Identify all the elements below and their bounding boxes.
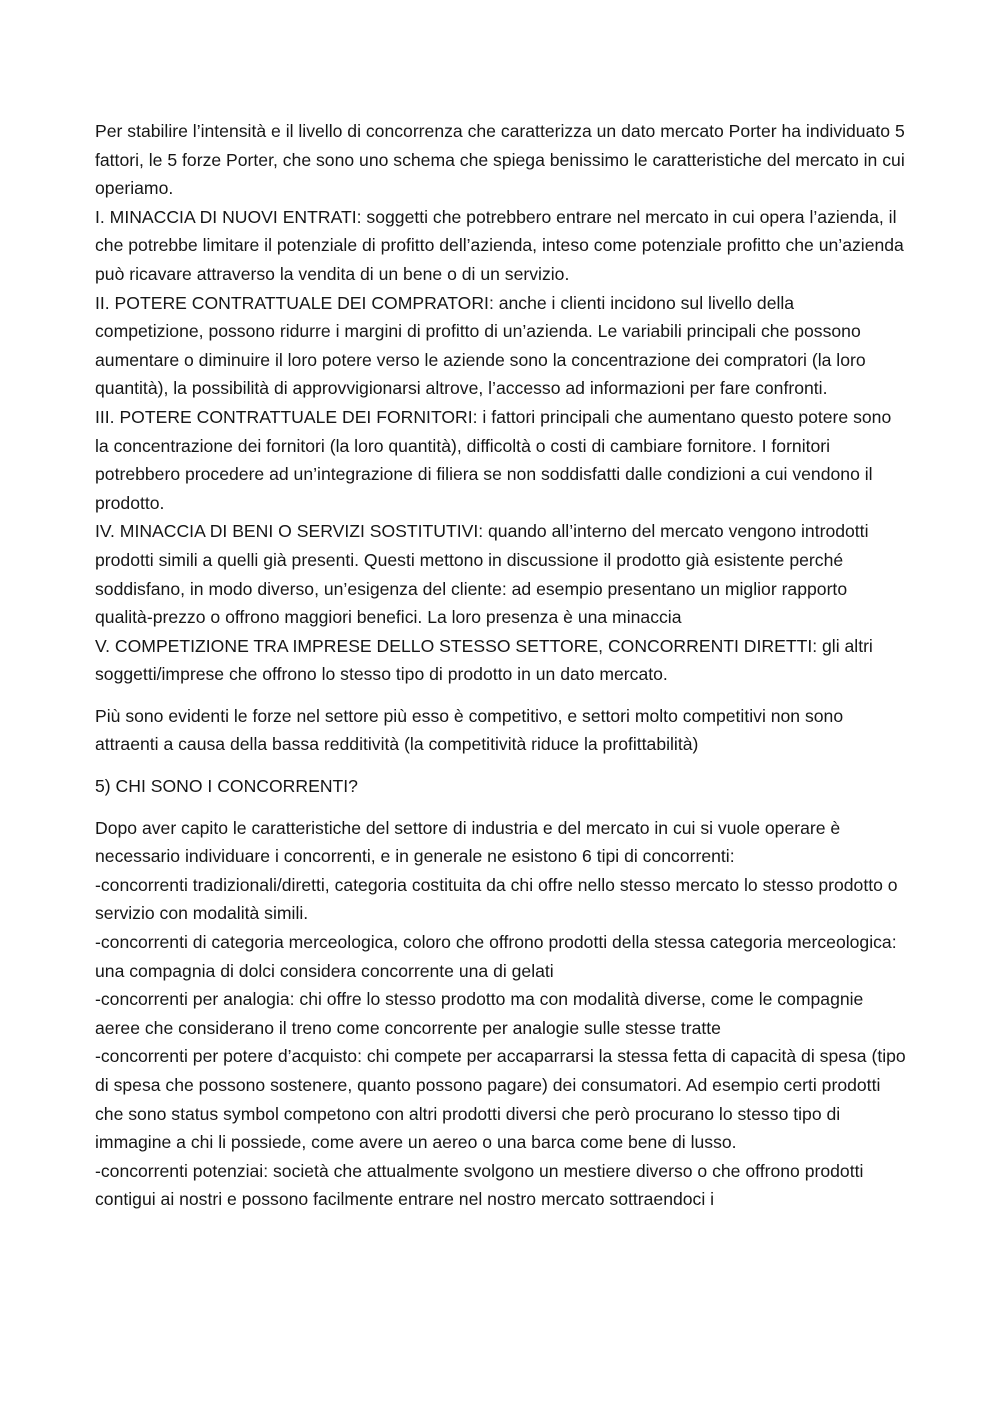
porter-intro-paragraph: Per stabilire l’intensità e il livello di concorrenza che caratterizza un dato mercato Porter ha individuato 5 fattori, le 5 forze Porter, che sono uno schema che spiega benissimo le caratteristiche del mercato in cui operiamo. bbox=[95, 121, 905, 199]
competitors-heading-section bbox=[95, 772, 907, 801]
list-item: -concorrenti per potere d’acquisto: chi compete per accaparrarsi la stessa fetta di capacità di spesa (tipo di spesa che possono sostenere, quanto possono pagare) dei consumatori. Ad esempio certi prodotti che sono status symbol competono con altri prodotti diversi che però procurano lo stesso tipo di immagine a chi li possiede, come avere un aereo o una barca come bene di lusso. bbox=[95, 1046, 906, 1153]
list-item: -concorrenti per analogia: chi offre lo stesso prodotto ma con modalità diverse, come le compagnie aeree che considerano il treno come concorrente per analogie sulle stesse tratte bbox=[95, 989, 864, 1038]
competitiveness-summary-paragraph: Più sono evidenti le forze nel settore più esso è competitivo, e settori molto competitivi non sono attraenti a causa della bassa redditività (la competitività riduce la profittabilità) bbox=[95, 705, 844, 755]
list-item: -concorrenti di categoria merceologica, coloro che offrono prodotti della stessa categoria merceologica: una compagnia di dolci considera concorrente una di gelati bbox=[95, 932, 897, 981]
section-heading: 5) CHI SONO I CONCORRENTI? bbox=[95, 776, 358, 797]
competitors-intro-paragraph: Dopo aver capito le caratteristiche del settore di industria e del mercato in cui si vuole operare è necessario individuare i concorrenti, e in generale ne esistono 6 tipi di concorrenti: bbox=[95, 817, 841, 867]
list-item: -concorrenti potenziai: società che attualmente svolgono un mestiere diverso o che offrono prodotti contigui ai nostri e possono facilmente entrare nel nostro mercato sottraendoci i bbox=[95, 1160, 864, 1210]
competitor-types-section bbox=[95, 814, 907, 1214]
document-body bbox=[95, 117, 907, 1214]
porter-forces-section bbox=[95, 117, 907, 689]
force-new-entrants: I. MINACCIA DI NUOVI ENTRATI: soggetti che potrebbero entrare nel mercato in cui opera l’azienda, il che potrebbe limitare il potenziale di profitto dell’azienda, inteso come potenziale profitto che un’azienda può ricavare attraverso la vendita di un bene o di un servizio. bbox=[95, 206, 904, 284]
force-rivalry: V. COMPETIZIONE TRA IMPRESE DELLO STESSO SETTORE, CONCORRENTI DIRETTI: gli altri soggetti/imprese che offrono lo stesso tipo di prodotto in un dato mercato. bbox=[95, 635, 873, 685]
force-substitutes: IV. MINACCIA DI BENI O SERVIZI SOSTITUTIVI: quando all’interno del mercato vengono introdotti prodotti simili a quelli già presenti. Questi mettono in discussione il prodotto già esistente perché soddisfano, in modo diverso, un’esigenza del cliente: ad esempio presentano un miglior rapporto qualità-prezzo o offrono maggiori benefici. La loro presenza è una minaccia bbox=[95, 521, 869, 628]
competitiveness-summary-section bbox=[95, 702, 907, 759]
force-buyer-power: II. POTERE CONTRATTUALE DEI COMPRATORI: anche i clienti incidono sul livello della competizione, possono ridurre i margini di profitto di un’azienda. Le variabili principali che possono aumentare o diminuire il loro potere verso le aziende sono la concentrazione dei compratori (la loro quantità), la possibilità di approvvigionarsi altrove, l’accesso ad informazioni per fare confronti. bbox=[95, 292, 866, 399]
list-item: -concorrenti tradizionali/diretti, categoria costituita da chi offre nello stesso mercato lo stesso prodotto o servizio con modalità simili. bbox=[95, 874, 898, 924]
force-supplier-power: III. POTERE CONTRATTUALE DEI FORNITORI: i fattori principali che aumentano questo potere sono la concentrazione dei fornitori (la loro quantità), difficoltà o costi di cambiare fornitore. I fornitori potrebbero procedere ad un’integrazione di filiera se non soddisfatti dalle condizioni a cui vendono il prodotto. bbox=[95, 406, 892, 513]
